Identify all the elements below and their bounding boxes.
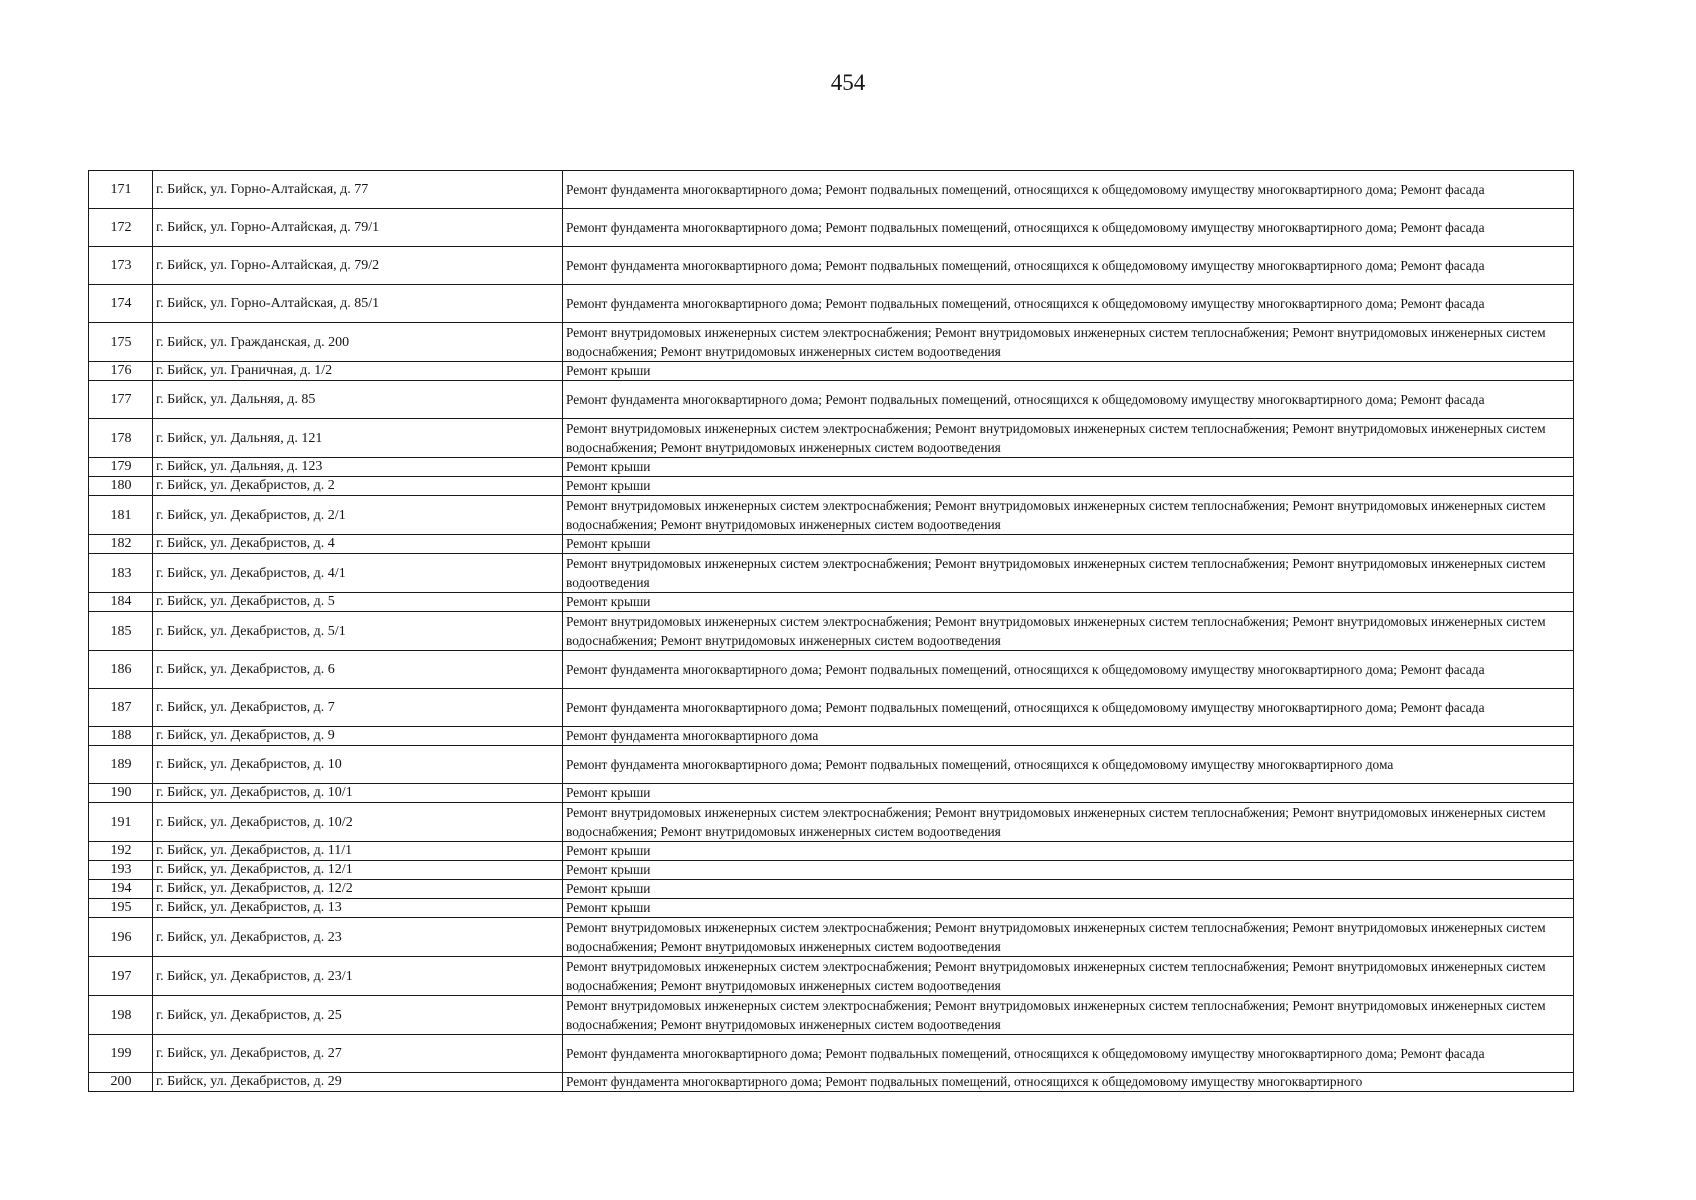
address-cell: г. Бийск, ул. Декабристов, д. 5	[153, 593, 563, 612]
row-number-cell: 193	[89, 861, 153, 880]
row-number-cell: 199	[89, 1035, 153, 1073]
works-cell: Ремонт фундамента многоквартирного дома; Ремонт подвальных помещений, относящихся к общедомовому имуществу многоквартирного дома; Ремонт фасада	[563, 247, 1574, 285]
works-cell: Ремонт внутридомовых инженерных систем электроснабжения; Ремонт внутридомовых инженерных систем теплоснабжения; Ремонт внутридомовых инженерных систем водоснабжения; Ремонт внутридомовых инженерных систем водоотведения	[563, 323, 1574, 362]
address-cell: г. Бийск, ул. Декабристов, д. 12/2	[153, 880, 563, 899]
row-number-cell: 185	[89, 612, 153, 651]
table-row	[89, 612, 1574, 651]
works-cell: Ремонт фундамента многоквартирного дома; Ремонт подвальных помещений, относящихся к общедомовому имуществу многоквартирного дома; Ремонт фасада	[563, 689, 1574, 727]
works-cell: Ремонт фундамента многоквартирного дома; Ремонт подвальных помещений, относящихся к общедомовому имуществу многоквартирного	[563, 1073, 1574, 1092]
works-cell: Ремонт фундамента многоквартирного дома; Ремонт подвальных помещений, относящихся к общедомовому имуществу многоквартирного дома	[563, 746, 1574, 784]
address-cell: г. Бийск, ул. Декабристов, д. 4	[153, 535, 563, 554]
row-number-cell: 186	[89, 651, 153, 689]
row-number-cell: 196	[89, 918, 153, 957]
table-row	[89, 1035, 1574, 1073]
table-row	[89, 496, 1574, 535]
address-cell: г. Бийск, ул. Дальняя, д. 121	[153, 419, 563, 458]
address-cell: г. Бийск, ул. Декабристов, д. 10/2	[153, 803, 563, 842]
address-cell: г. Бийск, ул. Декабристов, д. 2	[153, 477, 563, 496]
works-cell: Ремонт внутридомовых инженерных систем электроснабжения; Ремонт внутридомовых инженерных систем теплоснабжения; Ремонт внутридомовых инженерных систем водоснабжения; Ремонт внутридомовых инженерных систем водоотведения	[563, 803, 1574, 842]
row-number-cell: 171	[89, 171, 153, 209]
row-number-cell: 195	[89, 899, 153, 918]
row-number-cell: 177	[89, 381, 153, 419]
address-cell: г. Бийск, ул. Горно-Алтайская, д. 79/1	[153, 209, 563, 247]
row-number-cell: 187	[89, 689, 153, 727]
row-number-cell: 173	[89, 247, 153, 285]
table-row	[89, 247, 1574, 285]
works-cell: Ремонт крыши	[563, 535, 1574, 554]
table-row	[89, 209, 1574, 247]
address-cell: г. Бийск, ул. Декабристов, д. 5/1	[153, 612, 563, 651]
works-cell: Ремонт внутридомовых инженерных систем электроснабжения; Ремонт внутридомовых инженерных систем теплоснабжения; Ремонт внутридомовых инженерных систем водоснабжения; Ремонт внутридомовых инженерных систем водоотведения	[563, 918, 1574, 957]
row-number-cell: 172	[89, 209, 153, 247]
row-number-cell: 194	[89, 880, 153, 899]
row-number-cell: 178	[89, 419, 153, 458]
row-number-cell: 176	[89, 362, 153, 381]
address-cell: г. Бийск, ул. Декабристов, д. 7	[153, 689, 563, 727]
page-number: 454	[830, 70, 866, 95]
row-number-cell: 182	[89, 535, 153, 554]
address-cell: г. Бийск, ул. Горно-Алтайская, д. 79/2	[153, 247, 563, 285]
works-cell: Ремонт крыши	[563, 899, 1574, 918]
row-number-cell: 189	[89, 746, 153, 784]
table-body	[89, 171, 1574, 1092]
table-row	[89, 784, 1574, 803]
address-cell: г. Бийск, ул. Декабристов, д. 13	[153, 899, 563, 918]
address-cell: г. Бийск, ул. Дальняя, д. 85	[153, 381, 563, 419]
table-row	[89, 458, 1574, 477]
row-number-cell: 180	[89, 477, 153, 496]
address-cell: г. Бийск, ул. Граничная, д. 1/2	[153, 362, 563, 381]
address-cell: г. Бийск, ул. Декабристов, д. 10/1	[153, 784, 563, 803]
works-cell: Ремонт крыши	[563, 362, 1574, 381]
works-cell: Ремонт крыши	[563, 784, 1574, 803]
works-cell: Ремонт фундамента многоквартирного дома; Ремонт подвальных помещений, относящихся к общедомовому имуществу многоквартирного дома; Ремонт фасада	[563, 209, 1574, 247]
works-cell: Ремонт крыши	[563, 842, 1574, 861]
table-row	[89, 746, 1574, 784]
works-cell: Ремонт внутридомовых инженерных систем электроснабжения; Ремонт внутридомовых инженерных систем теплоснабжения; Ремонт внутридомовых инженерных систем водоснабжения; Ремонт внутридомовых инженерных систем водоотведения	[563, 996, 1574, 1035]
row-number-cell: 184	[89, 593, 153, 612]
row-number-cell: 174	[89, 285, 153, 323]
table-row	[89, 996, 1574, 1035]
works-cell: Ремонт фундамента многоквартирного дома; Ремонт подвальных помещений, относящихся к общедомовому имуществу многоквартирного дома; Ремонт фасада	[563, 651, 1574, 689]
address-cell: г. Бийск, ул. Декабристов, д. 23/1	[153, 957, 563, 996]
table-row	[89, 381, 1574, 419]
address-cell: г. Бийск, ул. Декабристов, д. 9	[153, 727, 563, 746]
table-row	[89, 689, 1574, 727]
address-cell: г. Бийск, ул. Декабристов, д. 6	[153, 651, 563, 689]
table-row	[89, 727, 1574, 746]
address-cell: г. Бийск, ул. Декабристов, д. 29	[153, 1073, 563, 1092]
row-number-cell: 188	[89, 727, 153, 746]
works-cell: Ремонт фундамента многоквартирного дома; Ремонт подвальных помещений, относящихся к общедомовому имуществу многоквартирного дома; Ремонт фасада	[563, 1035, 1574, 1073]
works-cell: Ремонт крыши	[563, 477, 1574, 496]
works-cell: Ремонт фундамента многоквартирного дома	[563, 727, 1574, 746]
table-row	[89, 899, 1574, 918]
works-cell: Ремонт внутридомовых инженерных систем электроснабжения; Ремонт внутридомовых инженерных систем теплоснабжения; Ремонт внутридомовых инженерных систем водоснабжения; Ремонт внутридомовых инженерных систем водоотведения	[563, 419, 1574, 458]
table-row	[89, 918, 1574, 957]
works-cell: Ремонт фундамента многоквартирного дома; Ремонт подвальных помещений, относящихся к общедомовому имуществу многоквартирного дома; Ремонт фасада	[563, 171, 1574, 209]
address-cell: г. Бийск, ул. Декабристов, д. 25	[153, 996, 563, 1035]
row-number-cell: 197	[89, 957, 153, 996]
table-row	[89, 651, 1574, 689]
table-row	[89, 535, 1574, 554]
table-row	[89, 323, 1574, 362]
row-number-cell: 181	[89, 496, 153, 535]
table-row	[89, 803, 1574, 842]
table-row	[89, 362, 1574, 381]
works-cell: Ремонт крыши	[563, 458, 1574, 477]
row-number-cell: 179	[89, 458, 153, 477]
row-number-cell: 200	[89, 1073, 153, 1092]
row-number-cell: 191	[89, 803, 153, 842]
address-cell: г. Бийск, ул. Декабристов, д. 27	[153, 1035, 563, 1073]
row-number-cell: 175	[89, 323, 153, 362]
works-cell: Ремонт фундамента многоквартирного дома; Ремонт подвальных помещений, относящихся к общедомовому имуществу многоквартирного дома; Ремонт фасада	[563, 381, 1574, 419]
works-cell: Ремонт внутридомовых инженерных систем электроснабжения; Ремонт внутридомовых инженерных систем теплоснабжения; Ремонт внутридомовых инженерных систем водоотведения	[563, 554, 1574, 593]
works-cell: Ремонт крыши	[563, 593, 1574, 612]
works-cell: Ремонт фундамента многоквартирного дома; Ремонт подвальных помещений, относящихся к общедомовому имуществу многоквартирного дома; Ремонт фасада	[563, 285, 1574, 323]
address-cell: г. Бийск, ул. Декабристов, д. 11/1	[153, 842, 563, 861]
table-row	[89, 477, 1574, 496]
table-row	[89, 285, 1574, 323]
row-number-cell: 190	[89, 784, 153, 803]
address-cell: г. Бийск, ул. Декабристов, д. 2/1	[153, 496, 563, 535]
table-row	[89, 419, 1574, 458]
address-cell: г. Бийск, ул. Дальняя, д. 123	[153, 458, 563, 477]
table-row	[89, 593, 1574, 612]
table-row	[89, 1073, 1574, 1092]
table-row	[89, 554, 1574, 593]
table-row	[89, 171, 1574, 209]
address-cell: г. Бийск, ул. Горно-Алтайская, д. 85/1	[153, 285, 563, 323]
table-row	[89, 842, 1574, 861]
row-number-cell: 192	[89, 842, 153, 861]
table-row	[89, 880, 1574, 899]
address-cell: г. Бийск, ул. Декабристов, д. 12/1	[153, 861, 563, 880]
address-cell: г. Бийск, ул. Декабристов, д. 10	[153, 746, 563, 784]
address-cell: г. Бийск, ул. Декабристов, д. 4/1	[153, 554, 563, 593]
repair-works-table	[88, 170, 1574, 1092]
row-number-cell: 198	[89, 996, 153, 1035]
works-cell: Ремонт внутридомовых инженерных систем электроснабжения; Ремонт внутридомовых инженерных систем теплоснабжения; Ремонт внутридомовых инженерных систем водоснабжения; Ремонт внутридомовых инженерных систем водоотведения	[563, 957, 1574, 996]
address-cell: г. Бийск, ул. Гражданская, д. 200	[153, 323, 563, 362]
works-cell: Ремонт внутридомовых инженерных систем электроснабжения; Ремонт внутридомовых инженерных систем теплоснабжения; Ремонт внутридомовых инженерных систем водоснабжения; Ремонт внутридомовых инженерных систем водоотведения	[563, 612, 1574, 651]
table-row	[89, 861, 1574, 880]
works-cell: Ремонт внутридомовых инженерных систем электроснабжения; Ремонт внутридомовых инженерных систем теплоснабжения; Ремонт внутридомовых инженерных систем водоснабжения; Ремонт внутридомовых инженерных систем водоотведения	[563, 496, 1574, 535]
row-number-cell: 183	[89, 554, 153, 593]
address-cell: г. Бийск, ул. Горно-Алтайская, д. 77	[153, 171, 563, 209]
works-cell: Ремонт крыши	[563, 880, 1574, 899]
address-cell: г. Бийск, ул. Декабристов, д. 23	[153, 918, 563, 957]
works-cell: Ремонт крыши	[563, 861, 1574, 880]
table-row	[89, 957, 1574, 996]
